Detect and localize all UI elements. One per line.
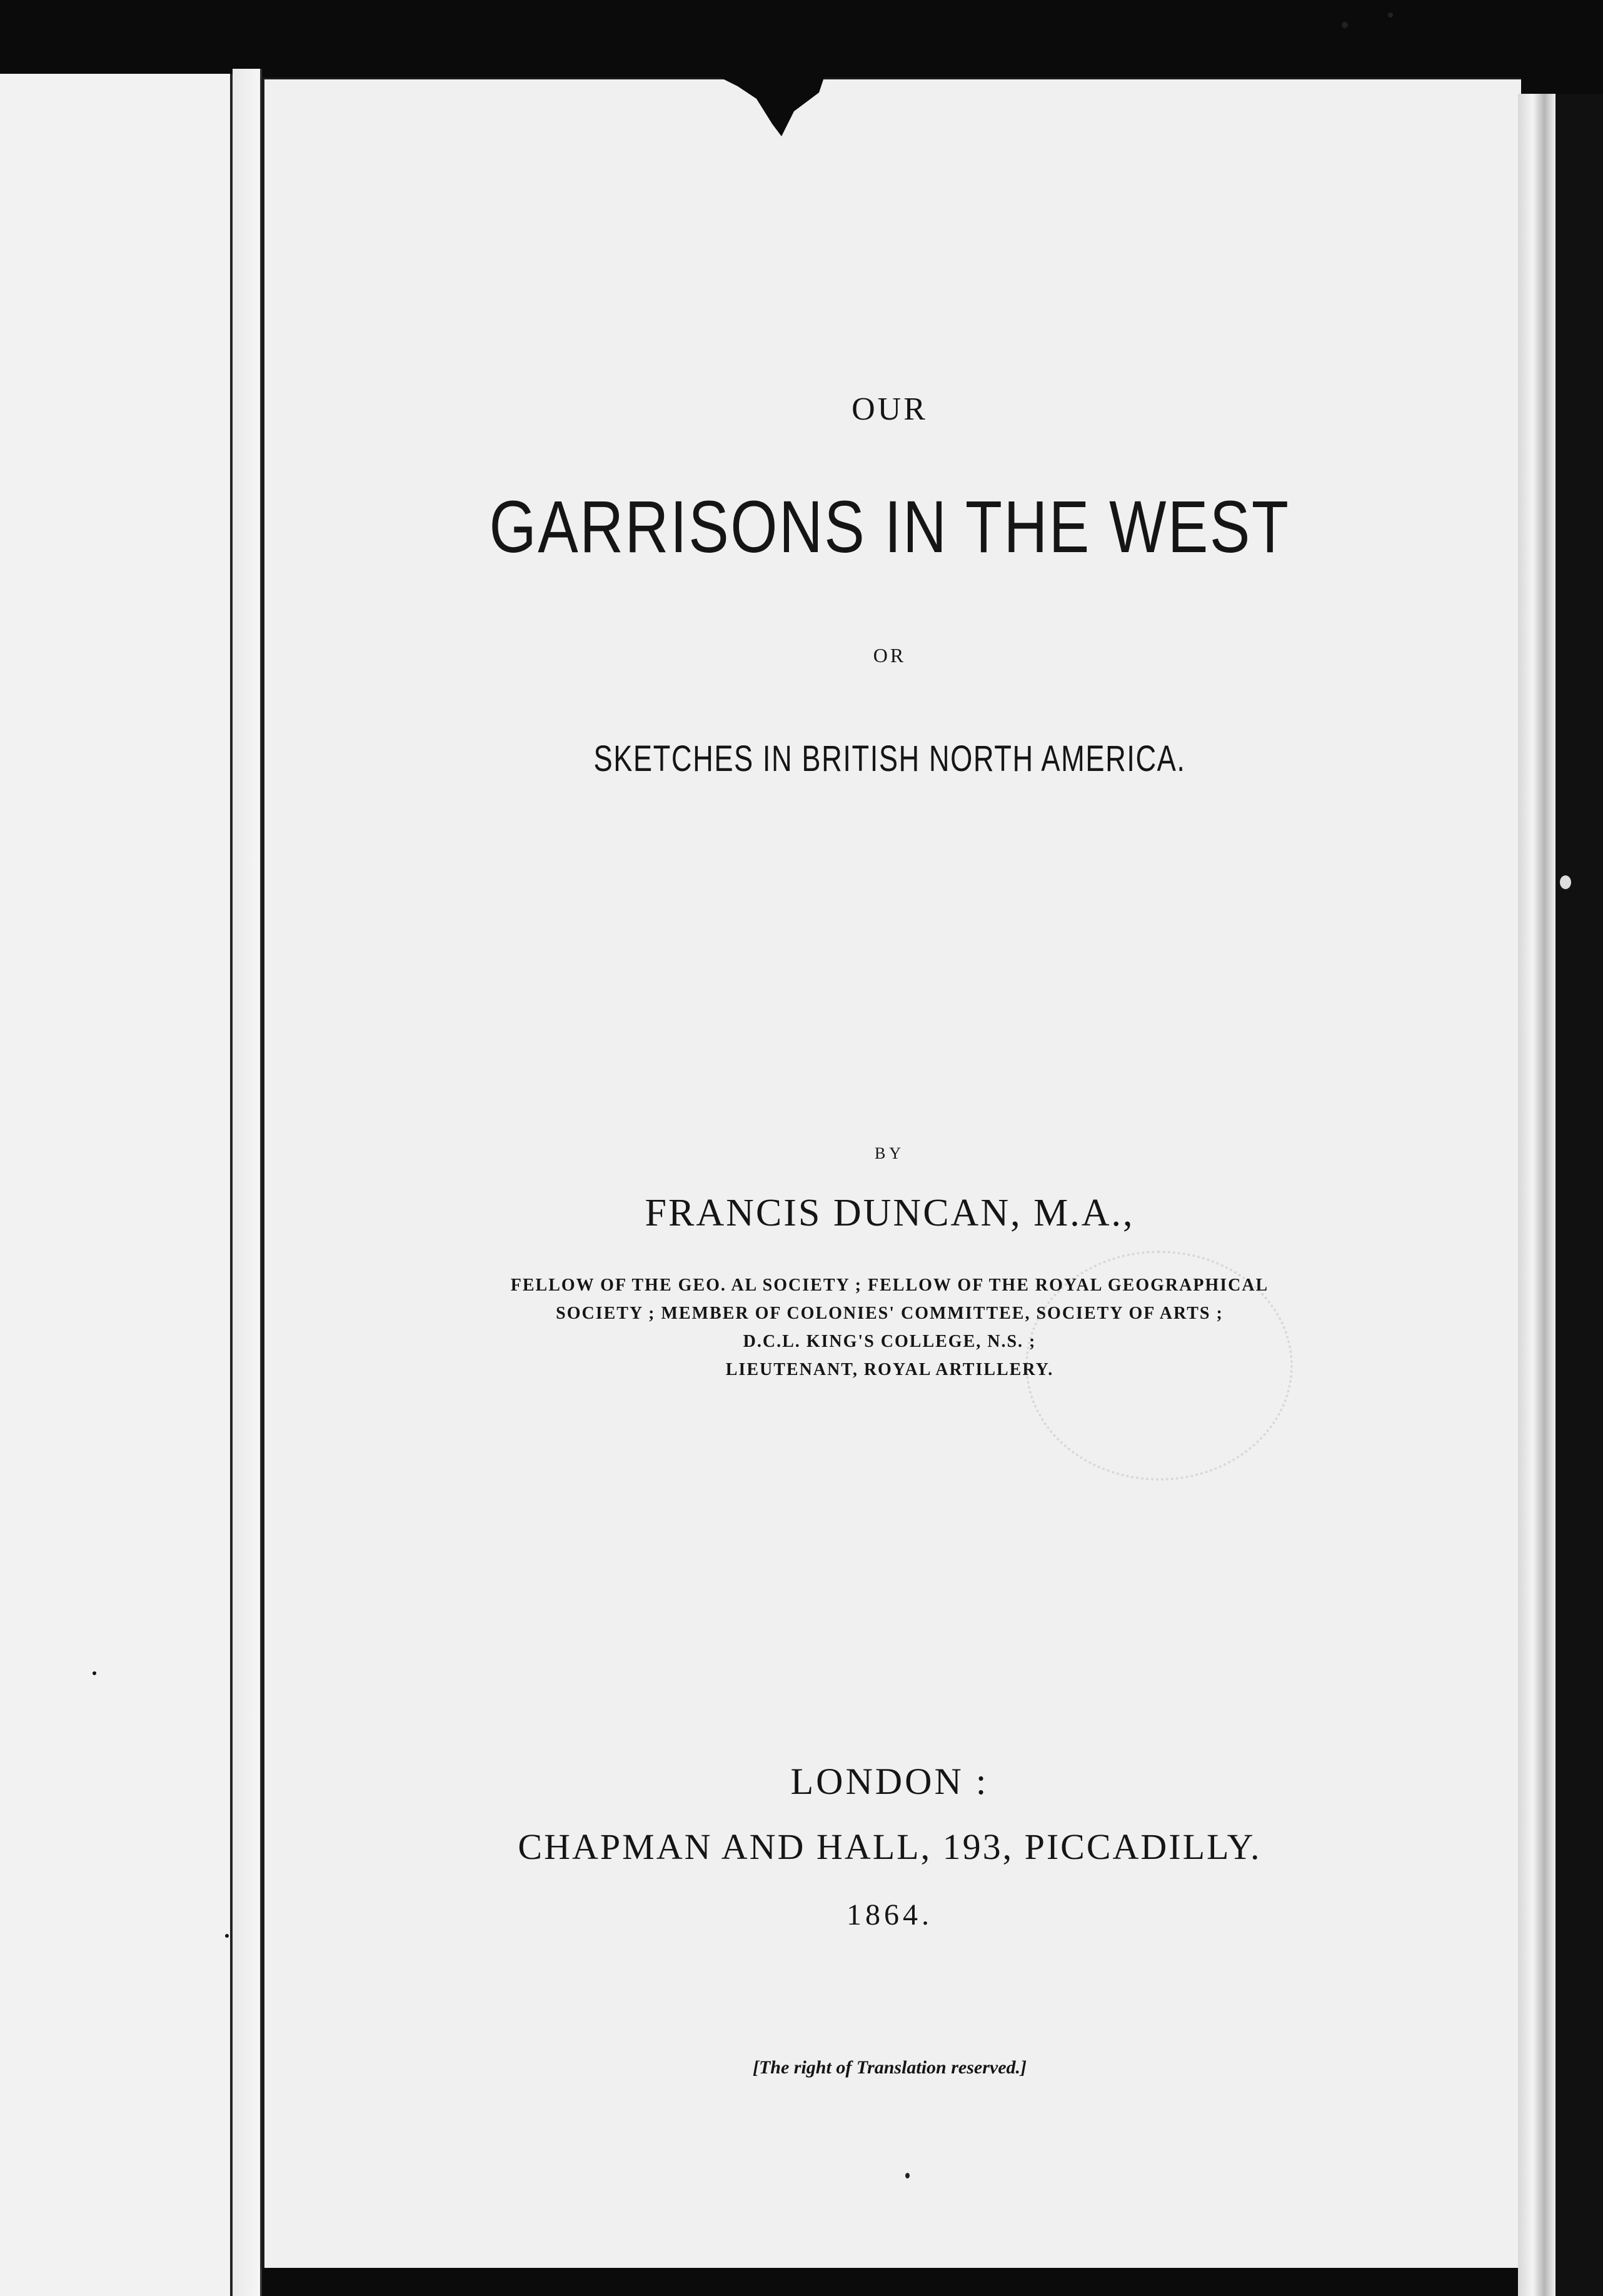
author-credential: D.C.L. KING'S COLLEGE, N.S. ; (743, 1332, 1037, 1351)
ink-speck (93, 1671, 96, 1675)
title-line-or: OR (873, 644, 907, 667)
publisher: CHAPMAN AND HALL, 193, PICCADILLY. (518, 1826, 1262, 1867)
author-credential: SOCIETY ; MEMBER OF COLONIES' COMMITTEE, SOCIETY OF ARTS ; (556, 1304, 1224, 1323)
ink-speck (1560, 875, 1571, 889)
book-cover-edge (1559, 94, 1603, 2296)
left-facing-page (0, 74, 233, 2296)
title-line-our: OUR (852, 391, 928, 427)
author-name: FRANCIS DUNCAN, M.A., (645, 1192, 1135, 1234)
page-gutter (233, 69, 262, 2296)
rights-notice: [The right of Translation reserved.] (752, 2057, 1027, 2078)
page-edge-stack (1518, 94, 1559, 2296)
ink-speck (905, 2173, 910, 2178)
byline-by: BY (874, 1144, 905, 1162)
torn-paper-mark (713, 74, 825, 143)
ink-speck (1388, 13, 1393, 18)
publication-place: LONDON : (790, 1761, 989, 1802)
main-title: GARRISONS IN THE WEST (489, 486, 1290, 568)
subtitle: SKETCHES IN BRITISH NORTH AMERICA. (593, 738, 1186, 779)
publication-year: 1864. (847, 1898, 933, 1931)
ink-speck (1342, 22, 1348, 28)
author-credential: FELLOW OF THE GEO. AL SOCIETY ; FELLOW OF THE ROYAL GEOGRAPHICAL (510, 1276, 1269, 1295)
author-credential: LIEUTENANT, ROYAL ARTILLERY. (725, 1360, 1054, 1379)
ink-speck (225, 1934, 229, 1938)
